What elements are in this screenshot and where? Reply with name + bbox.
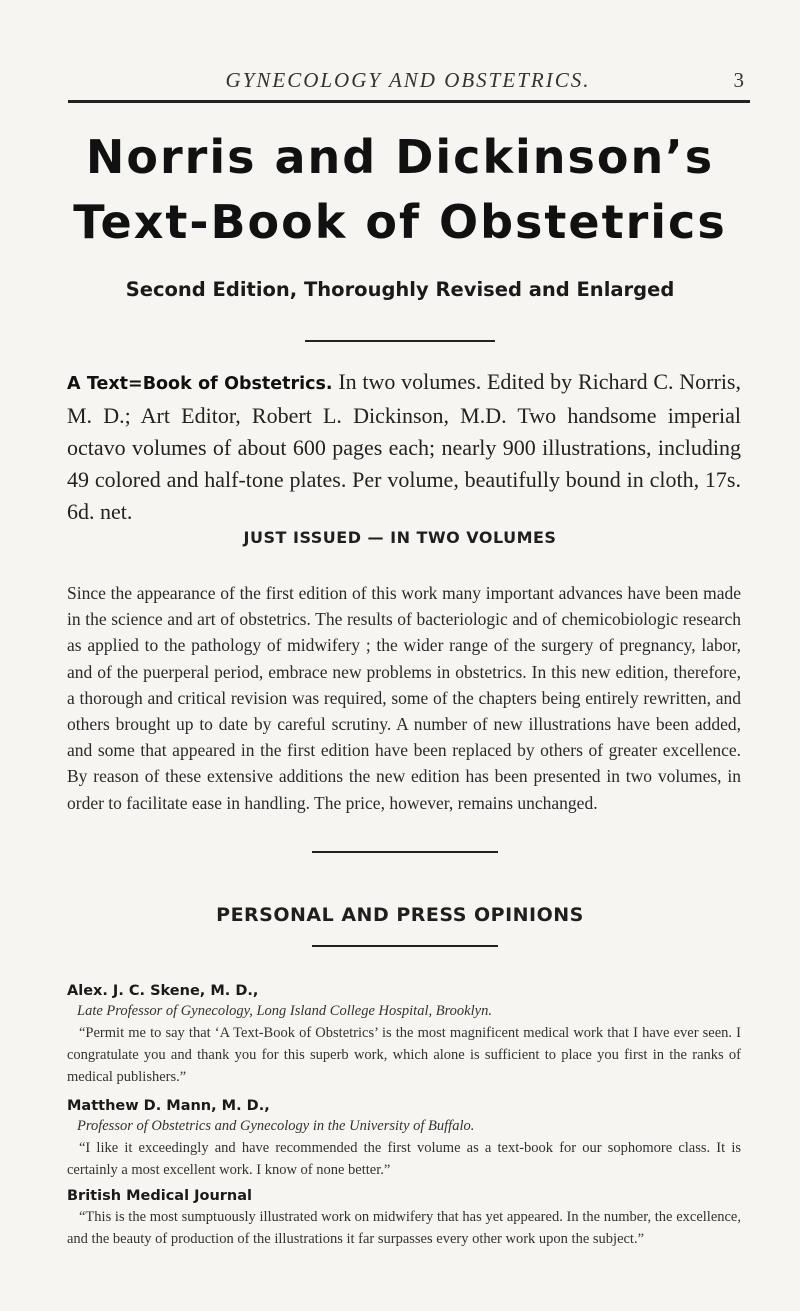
opinions-heading: PERSONAL AND PRESS OPINIONS bbox=[216, 904, 584, 926]
opinion-quote: “I like it exceedingly and have recommended the first volume as a text-book for our sophomore class. It is certainly a most excellent work. I know of none better.” bbox=[67, 1140, 741, 1178]
opinion-affiliation: Late Professor of Gynecology, Long Island College Hospital, Brooklyn. bbox=[77, 1003, 492, 1019]
edition-description: Since the appearance of the first edition of this work many important advances have been made in the science and art of obstetrics. The results of bacteriologic and of chemicobiologic research as applied to the pathology of midwifery ; the wider range of the surgery of pregnancy, labor, and of the puerperal period, embrace new problems in obstetrics. In this new edition, therefore, a thorough and critical revision was required, some of the chapters being entirely rewritten, and others brought up to date by careful scrutiny. A number of new illustrations have been added, and some that appeared in the first edition have been replaced by others of greater excellence. By reason of these extensive additions the new edition has been presented in two volumes, in order to facilitate ease in handling. The price, however, remains unchanged. bbox=[67, 583, 741, 813]
opinion-author: Matthew D. Mann, M. D., bbox=[67, 1098, 270, 1114]
opinion-item bbox=[67, 983, 741, 1088]
opinion-affiliation: Professor of Obstetrics and Gynecology in the University of Buffalo. bbox=[77, 1118, 475, 1134]
opinion-quote: “This is the most sumptuously illustrated work on midwifery that has yet appeared. In the number, the excellence, and the beauty of production of the illustrations it far surpasses every other work upon the subject.” bbox=[67, 1209, 741, 1247]
edition-subtitle: Second Edition, Thoroughly Revised and Enlarged bbox=[125, 278, 675, 301]
blurb-lead: A Text=Book of Obstetrics. bbox=[67, 374, 333, 394]
book-title-line-1: Norris and Dickinson’s bbox=[85, 130, 715, 184]
book-title-line-2: Text-Book of Obstetrics bbox=[73, 195, 727, 249]
page-number: 3 bbox=[733, 68, 744, 92]
opinion-author: British Medical Journal bbox=[67, 1188, 252, 1204]
issued-notice: JUST ISSUED — IN TWO VOLUMES bbox=[243, 528, 557, 547]
opinion-item bbox=[67, 1188, 741, 1250]
divider bbox=[305, 340, 495, 342]
running-head: GYNECOLOGY AND OBSTETRICS. bbox=[225, 68, 591, 92]
opinion-author: Alex. J. C. Skene, M. D., bbox=[67, 983, 259, 999]
divider bbox=[312, 945, 498, 947]
header-rule bbox=[68, 100, 750, 103]
divider bbox=[312, 851, 498, 853]
opinion-quote: “Permit me to say that ‘A Text-Book of Obstetrics’ is the most magnificent medical work that I have ever seen. I congratulate you and thank you for this superb work, which alone is sufficient to place you first in the ranks of medical publishers.” bbox=[67, 1025, 741, 1085]
blurb-text: In two volumes. Edited by Richard C. Norris, M. D.; Art Editor, Robert L. Dickinson, M.D. Two handsome imperial octavo volumes of about 600 pages each; nearly 900 illustrations, including 49 colored and half-tone plates. Per volume, beautifully bound in cloth, 17s. 6d. net. bbox=[67, 369, 741, 524]
opinion-item bbox=[67, 1098, 741, 1181]
book-description-blurb bbox=[67, 366, 741, 528]
